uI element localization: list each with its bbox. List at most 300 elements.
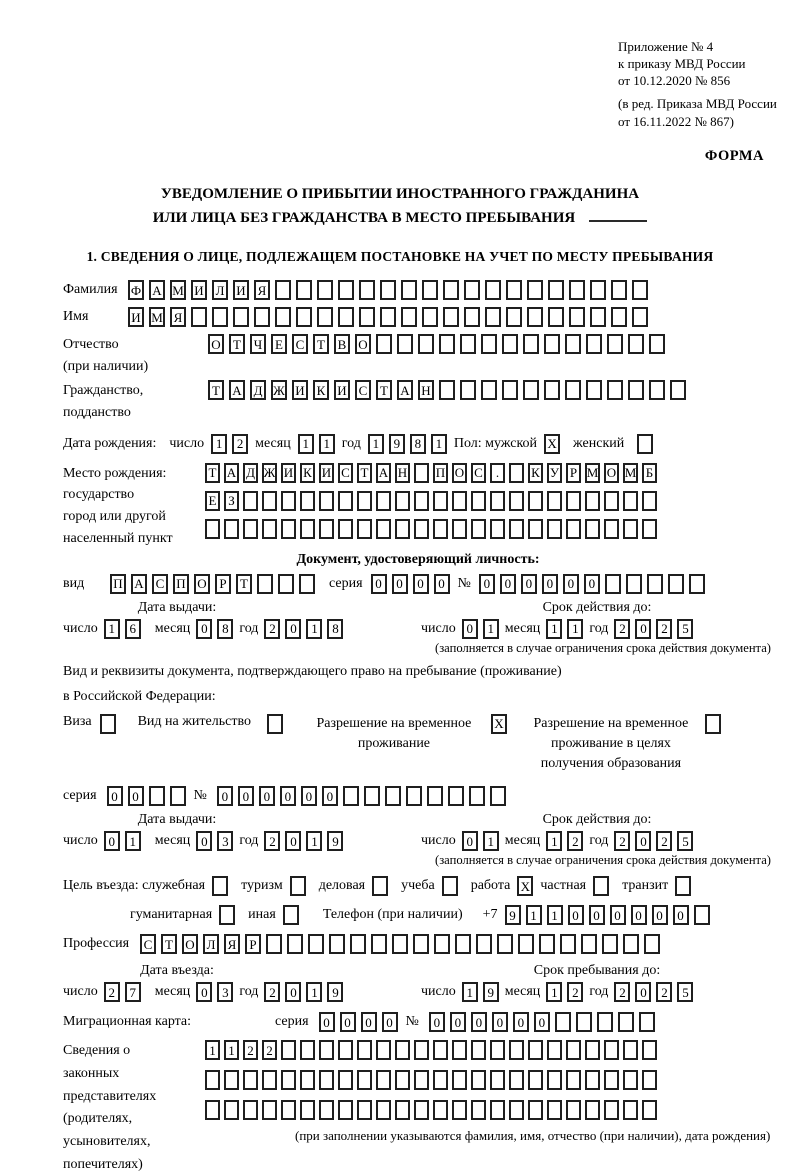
char-cell[interactable] [642, 1100, 657, 1120]
char-cell[interactable] [338, 1100, 353, 1120]
char-cell[interactable] [338, 1040, 353, 1060]
char-cell[interactable]: 0 [413, 574, 429, 594]
char-cell[interactable]: 2 [614, 619, 630, 639]
char-cell[interactable]: 1 [205, 1040, 220, 1060]
char-cell[interactable] [343, 786, 359, 806]
char-cell[interactable] [300, 1070, 315, 1090]
char-cell[interactable]: К [313, 380, 329, 400]
char-cell[interactable]: 0 [534, 1012, 550, 1032]
char-cell[interactable] [565, 380, 581, 400]
char-cell[interactable]: 1 [483, 619, 499, 639]
char-cell[interactable] [397, 334, 413, 354]
char-cell[interactable]: 2 [656, 831, 672, 851]
char-cell[interactable]: 1 [224, 1040, 239, 1060]
char-cell[interactable]: Ж [271, 380, 287, 400]
char-cell[interactable] [262, 1100, 277, 1120]
char-cell[interactable] [433, 1100, 448, 1120]
char-cell[interactable]: К [528, 463, 543, 483]
char-cell[interactable] [281, 519, 296, 539]
char-cell[interactable] [376, 491, 391, 511]
char-cell[interactable] [585, 519, 600, 539]
char-cell[interactable]: 0 [382, 1012, 398, 1032]
char-cell[interactable]: 0 [196, 831, 212, 851]
char-cell[interactable]: У [547, 463, 562, 483]
char-cell[interactable]: Ф [128, 280, 144, 300]
char-cell[interactable] [262, 491, 277, 511]
char-cell[interactable] [212, 876, 228, 896]
char-cell[interactable]: 0 [429, 1012, 445, 1032]
char-cell[interactable] [675, 876, 691, 896]
char-cell[interactable] [439, 334, 455, 354]
char-cell[interactable] [528, 1070, 543, 1090]
char-cell[interactable]: 0 [479, 574, 495, 594]
char-cell[interactable] [607, 334, 623, 354]
char-cell[interactable] [281, 1070, 296, 1090]
char-cell[interactable]: К [300, 463, 315, 483]
char-cell[interactable] [566, 1100, 581, 1120]
char-cell[interactable]: 1 [306, 982, 322, 1002]
char-cell[interactable]: 3 [217, 982, 233, 1002]
char-cell[interactable] [649, 380, 665, 400]
char-cell[interactable] [509, 519, 524, 539]
char-cell[interactable] [509, 491, 524, 511]
char-cell[interactable] [338, 1070, 353, 1090]
char-cell[interactable]: Т [376, 380, 392, 400]
char-cell[interactable]: О [355, 334, 371, 354]
char-cell[interactable] [224, 1070, 239, 1090]
char-cell[interactable] [471, 1040, 486, 1060]
char-cell[interactable]: 0 [285, 619, 301, 639]
char-cell[interactable]: А [131, 574, 147, 594]
char-cell[interactable]: 0 [280, 786, 296, 806]
char-cell[interactable]: Ч [250, 334, 266, 354]
char-cell[interactable]: 0 [450, 1012, 466, 1032]
char-cell[interactable] [581, 934, 597, 954]
char-cell[interactable] [586, 380, 602, 400]
char-cell[interactable]: 1 [211, 434, 227, 454]
char-cell[interactable] [590, 307, 606, 327]
char-cell[interactable]: 0 [322, 786, 338, 806]
char-cell[interactable] [300, 519, 315, 539]
char-cell[interactable]: 0 [462, 619, 478, 639]
char-cell[interactable]: 0 [563, 574, 579, 594]
char-cell[interactable]: 0 [631, 905, 647, 925]
char-cell[interactable] [539, 934, 555, 954]
char-cell[interactable] [296, 307, 312, 327]
char-cell[interactable]: В [334, 334, 350, 354]
char-cell[interactable] [191, 307, 207, 327]
char-cell[interactable]: 0 [128, 786, 144, 806]
char-cell[interactable] [439, 380, 455, 400]
char-cell[interactable] [299, 574, 315, 594]
char-cell[interactable]: 2 [567, 982, 583, 1002]
char-cell[interactable] [205, 1100, 220, 1120]
char-cell[interactable]: Я [224, 934, 240, 954]
char-cell[interactable] [359, 280, 375, 300]
char-cell[interactable] [319, 519, 334, 539]
char-cell[interactable] [528, 1040, 543, 1060]
char-cell[interactable]: Н [395, 463, 410, 483]
char-cell[interactable]: 1 [104, 619, 120, 639]
char-cell[interactable] [414, 519, 429, 539]
char-cell[interactable]: 0 [589, 905, 605, 925]
char-cell[interactable] [281, 491, 296, 511]
char-cell[interactable] [593, 876, 609, 896]
char-cell[interactable] [395, 1070, 410, 1090]
char-cell[interactable]: 0 [492, 1012, 508, 1032]
char-cell[interactable]: 1 [526, 905, 542, 925]
char-cell[interactable] [544, 334, 560, 354]
char-cell[interactable] [464, 280, 480, 300]
char-cell[interactable] [296, 280, 312, 300]
char-cell[interactable] [319, 1070, 334, 1090]
char-cell[interactable] [490, 519, 505, 539]
char-cell[interactable]: Б [642, 463, 657, 483]
char-cell[interactable] [395, 1100, 410, 1120]
char-cell[interactable] [205, 1070, 220, 1090]
char-cell[interactable] [649, 334, 665, 354]
char-cell[interactable]: Д [250, 380, 266, 400]
char-cell[interactable] [490, 1100, 505, 1120]
char-cell[interactable] [565, 334, 581, 354]
char-cell[interactable] [395, 491, 410, 511]
char-cell[interactable] [490, 491, 505, 511]
char-cell[interactable] [547, 1100, 562, 1120]
char-cell[interactable] [569, 280, 585, 300]
char-cell[interactable]: 1 [125, 831, 141, 851]
char-cell[interactable] [502, 334, 518, 354]
char-cell[interactable] [509, 1070, 524, 1090]
char-cell[interactable] [413, 934, 429, 954]
char-cell[interactable] [452, 519, 467, 539]
char-cell[interactable] [544, 380, 560, 400]
char-cell[interactable] [219, 905, 235, 925]
char-cell[interactable] [502, 380, 518, 400]
char-cell[interactable]: 0 [238, 786, 254, 806]
char-cell[interactable] [628, 334, 644, 354]
char-cell[interactable] [243, 1100, 258, 1120]
char-cell[interactable]: Т [208, 380, 224, 400]
char-cell[interactable] [254, 307, 270, 327]
char-cell[interactable] [427, 786, 443, 806]
char-cell[interactable] [300, 1040, 315, 1060]
char-cell[interactable] [414, 1040, 429, 1060]
char-cell[interactable] [611, 307, 627, 327]
char-cell[interactable] [205, 519, 220, 539]
char-cell[interactable] [380, 307, 396, 327]
char-cell[interactable] [626, 574, 642, 594]
char-cell[interactable] [414, 1070, 429, 1090]
char-cell[interactable] [506, 307, 522, 327]
char-cell[interactable] [233, 307, 249, 327]
char-cell[interactable]: С [152, 574, 168, 594]
char-cell[interactable] [509, 1100, 524, 1120]
char-cell[interactable]: 0 [521, 574, 537, 594]
char-cell[interactable] [372, 876, 388, 896]
char-cell[interactable] [281, 1040, 296, 1060]
char-cell[interactable]: 0 [471, 1012, 487, 1032]
char-cell[interactable]: О [194, 574, 210, 594]
char-cell[interactable] [455, 934, 471, 954]
char-cell[interactable]: Е [205, 491, 220, 511]
char-cell[interactable] [611, 280, 627, 300]
char-cell[interactable] [481, 334, 497, 354]
char-cell[interactable] [287, 934, 303, 954]
char-cell[interactable]: 1 [368, 434, 384, 454]
char-cell[interactable] [604, 1040, 619, 1060]
char-cell[interactable]: X [544, 434, 560, 454]
char-cell[interactable] [623, 1070, 638, 1090]
char-cell[interactable]: О [452, 463, 467, 483]
char-cell[interactable]: 0 [361, 1012, 377, 1032]
char-cell[interactable]: Р [566, 463, 581, 483]
char-cell[interactable]: 0 [635, 831, 651, 851]
char-cell[interactable] [443, 307, 459, 327]
char-cell[interactable]: Р [215, 574, 231, 594]
char-cell[interactable]: 1 [546, 982, 562, 1002]
char-cell[interactable]: Ж [262, 463, 277, 483]
char-cell[interactable] [422, 280, 438, 300]
char-cell[interactable]: 2 [614, 982, 630, 1002]
char-cell[interactable]: 1 [431, 434, 447, 454]
char-cell[interactable]: Т [236, 574, 252, 594]
char-cell[interactable]: Р [245, 934, 261, 954]
char-cell[interactable]: А [224, 463, 239, 483]
char-cell[interactable] [604, 519, 619, 539]
char-cell[interactable]: Я [254, 280, 270, 300]
char-cell[interactable] [632, 307, 648, 327]
char-cell[interactable] [392, 934, 408, 954]
char-cell[interactable]: А [397, 380, 413, 400]
char-cell[interactable] [357, 519, 372, 539]
char-cell[interactable] [283, 905, 299, 925]
char-cell[interactable] [668, 574, 684, 594]
char-cell[interactable] [607, 380, 623, 400]
char-cell[interactable] [623, 519, 638, 539]
char-cell[interactable]: 3 [217, 831, 233, 851]
char-cell[interactable] [376, 519, 391, 539]
char-cell[interactable] [527, 307, 543, 327]
char-cell[interactable] [548, 280, 564, 300]
char-cell[interactable] [266, 934, 282, 954]
char-cell[interactable]: 0 [371, 574, 387, 594]
char-cell[interactable] [100, 714, 116, 734]
char-cell[interactable]: О [208, 334, 224, 354]
char-cell[interactable] [566, 1040, 581, 1060]
char-cell[interactable] [469, 786, 485, 806]
char-cell[interactable] [422, 307, 438, 327]
char-cell[interactable]: 5 [677, 982, 693, 1002]
char-cell[interactable] [418, 334, 434, 354]
char-cell[interactable] [433, 519, 448, 539]
char-cell[interactable] [509, 1040, 524, 1060]
char-cell[interactable]: 0 [500, 574, 516, 594]
char-cell[interactable]: Д [243, 463, 258, 483]
char-cell[interactable]: 2 [264, 982, 280, 1002]
char-cell[interactable]: 1 [546, 619, 562, 639]
char-cell[interactable]: М [170, 280, 186, 300]
char-cell[interactable]: 9 [327, 982, 343, 1002]
char-cell[interactable] [317, 280, 333, 300]
char-cell[interactable]: 9 [327, 831, 343, 851]
char-cell[interactable] [471, 491, 486, 511]
char-cell[interactable] [632, 280, 648, 300]
char-cell[interactable] [585, 491, 600, 511]
char-cell[interactable] [149, 786, 165, 806]
char-cell[interactable]: С [471, 463, 486, 483]
char-cell[interactable]: 2 [243, 1040, 258, 1060]
char-cell[interactable] [642, 1040, 657, 1060]
char-cell[interactable] [452, 1040, 467, 1060]
char-cell[interactable] [637, 434, 653, 454]
char-cell[interactable]: Я [170, 307, 186, 327]
char-cell[interactable] [170, 786, 186, 806]
char-cell[interactable]: 0 [196, 982, 212, 1002]
char-cell[interactable]: Н [418, 380, 434, 400]
char-cell[interactable] [642, 519, 657, 539]
char-cell[interactable]: О [604, 463, 619, 483]
char-cell[interactable] [380, 280, 396, 300]
char-cell[interactable]: 2 [656, 619, 672, 639]
char-cell[interactable]: 0 [217, 786, 233, 806]
char-cell[interactable]: 0 [652, 905, 668, 925]
char-cell[interactable] [604, 491, 619, 511]
char-cell[interactable] [586, 334, 602, 354]
char-cell[interactable] [290, 876, 306, 896]
char-cell[interactable] [371, 934, 387, 954]
char-cell[interactable]: 2 [656, 982, 672, 1002]
char-cell[interactable] [602, 934, 618, 954]
char-cell[interactable] [705, 714, 721, 734]
char-cell[interactable] [385, 786, 401, 806]
char-cell[interactable] [528, 491, 543, 511]
char-cell[interactable] [618, 1012, 634, 1032]
char-cell[interactable]: Т [161, 934, 177, 954]
char-cell[interactable]: А [376, 463, 391, 483]
char-cell[interactable] [317, 307, 333, 327]
char-cell[interactable]: 0 [319, 1012, 335, 1032]
char-cell[interactable]: 0 [107, 786, 123, 806]
char-cell[interactable]: 5 [677, 831, 693, 851]
char-cell[interactable]: 2 [104, 982, 120, 1002]
char-cell[interactable] [548, 307, 564, 327]
char-cell[interactable]: 2 [614, 831, 630, 851]
char-cell[interactable]: И [292, 380, 308, 400]
char-cell[interactable] [452, 1100, 467, 1120]
char-cell[interactable] [566, 1070, 581, 1090]
char-cell[interactable]: 0 [513, 1012, 529, 1032]
char-cell[interactable] [262, 1070, 277, 1090]
char-cell[interactable] [448, 786, 464, 806]
char-cell[interactable]: 0 [584, 574, 600, 594]
char-cell[interactable]: 0 [285, 831, 301, 851]
char-cell[interactable] [506, 280, 522, 300]
char-cell[interactable]: И [233, 280, 249, 300]
char-cell[interactable] [308, 934, 324, 954]
char-cell[interactable] [376, 1070, 391, 1090]
char-cell[interactable] [329, 934, 345, 954]
char-cell[interactable] [590, 280, 606, 300]
char-cell[interactable]: 0 [635, 982, 651, 1002]
char-cell[interactable]: Т [229, 334, 245, 354]
char-cell[interactable]: 0 [434, 574, 450, 594]
char-cell[interactable]: 0 [635, 619, 651, 639]
char-cell[interactable]: И [334, 380, 350, 400]
char-cell[interactable] [357, 1070, 372, 1090]
char-cell[interactable] [647, 574, 663, 594]
char-cell[interactable]: 2 [567, 831, 583, 851]
char-cell[interactable] [485, 280, 501, 300]
char-cell[interactable]: 1 [306, 831, 322, 851]
char-cell[interactable] [689, 574, 705, 594]
char-cell[interactable] [224, 1100, 239, 1120]
char-cell[interactable] [401, 280, 417, 300]
char-cell[interactable] [433, 1040, 448, 1060]
char-cell[interactable] [585, 1100, 600, 1120]
char-cell[interactable] [576, 1012, 592, 1032]
char-cell[interactable] [585, 1070, 600, 1090]
char-cell[interactable] [357, 1040, 372, 1060]
char-cell[interactable]: 1 [306, 619, 322, 639]
char-cell[interactable] [414, 491, 429, 511]
char-cell[interactable] [464, 307, 480, 327]
char-cell[interactable]: 5 [677, 619, 693, 639]
char-cell[interactable]: 0 [104, 831, 120, 851]
char-cell[interactable] [694, 905, 710, 925]
char-cell[interactable] [460, 380, 476, 400]
char-cell[interactable]: М [585, 463, 600, 483]
char-cell[interactable]: . [490, 463, 505, 483]
char-cell[interactable] [623, 934, 639, 954]
char-cell[interactable] [604, 1070, 619, 1090]
char-cell[interactable]: 1 [567, 619, 583, 639]
char-cell[interactable]: 0 [462, 831, 478, 851]
char-cell[interactable]: 0 [259, 786, 275, 806]
char-cell[interactable]: И [128, 307, 144, 327]
char-cell[interactable]: Т [313, 334, 329, 354]
char-cell[interactable] [433, 1070, 448, 1090]
char-cell[interactable]: 7 [125, 982, 141, 1002]
char-cell[interactable] [555, 1012, 571, 1032]
char-cell[interactable] [490, 786, 506, 806]
char-cell[interactable]: Л [212, 280, 228, 300]
char-cell[interactable]: 1 [483, 831, 499, 851]
char-cell[interactable] [350, 934, 366, 954]
char-cell[interactable] [528, 1100, 543, 1120]
char-cell[interactable]: О [182, 934, 198, 954]
char-cell[interactable]: Т [357, 463, 372, 483]
char-cell[interactable] [338, 519, 353, 539]
char-cell[interactable] [338, 491, 353, 511]
char-cell[interactable]: 0 [542, 574, 558, 594]
char-cell[interactable] [585, 1040, 600, 1060]
char-cell[interactable] [523, 380, 539, 400]
char-cell[interactable] [212, 307, 228, 327]
char-cell[interactable] [547, 1070, 562, 1090]
char-cell[interactable] [605, 574, 621, 594]
char-cell[interactable]: С [140, 934, 156, 954]
char-cell[interactable]: И [281, 463, 296, 483]
char-cell[interactable] [300, 1100, 315, 1120]
char-cell[interactable] [490, 1070, 505, 1090]
char-cell[interactable]: 2 [262, 1040, 277, 1060]
char-cell[interactable] [338, 307, 354, 327]
char-cell[interactable] [364, 786, 380, 806]
char-cell[interactable]: 0 [340, 1012, 356, 1032]
char-cell[interactable] [452, 1070, 467, 1090]
char-cell[interactable] [528, 519, 543, 539]
char-cell[interactable] [628, 380, 644, 400]
